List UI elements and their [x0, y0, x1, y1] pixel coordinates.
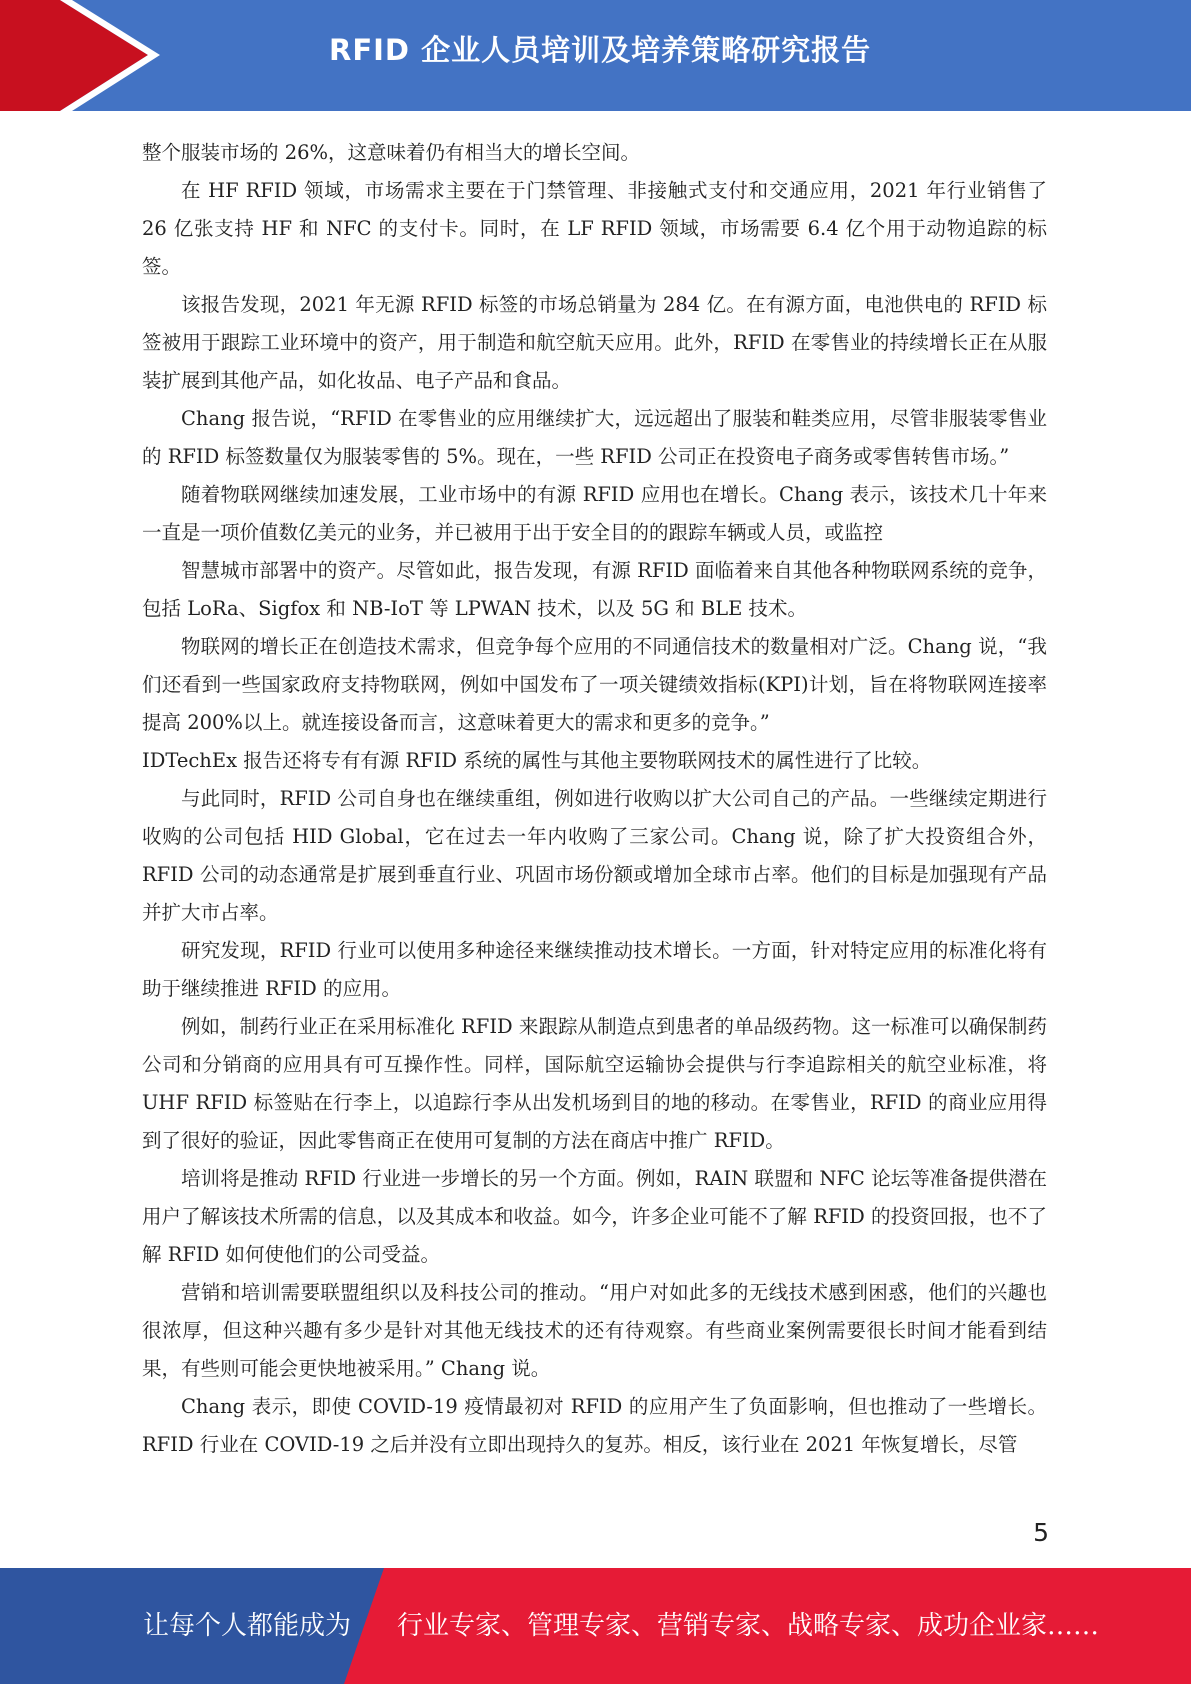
paragraph: Chang 报告说，“RFID 在零售业的应用继续扩大，远远超出了服装和鞋类应用，尽管非服装零售业的 RFID 标签数量仅为服装零售的 5%。现在，一些 RFID 公司正在投资电子商务或零售转售市场。”: [142, 407, 1047, 468]
page-number: 5: [1033, 1518, 1049, 1547]
paragraph: 例如，制药行业正在采用标准化 RFID 来跟踪从制造点到患者的单品级药物。这一标准可以确保制药公司和分销商的应用具有可互操作性。同样，国际航空运输协会提供与行李追踪相关的航空业标准，将 UHF RFID 标签贴在行李上，以追踪行李从出发机场到目的地的移动。在零售业，RFID 的商业应用得到了很好的验证，因此零售商正在使用可复制的方法在商店中推广 RFID。: [142, 1015, 1047, 1152]
page-footer: [0, 1568, 1191, 1684]
paragraph: Chang 表示，即使 COVID-19 疫情最初对 RFID 的应用产生了负面影响，但也推动了一些增长。RFID 行业在 COVID-19 之后并没有立即出现持久的复苏。相反，该行业在 2021 年恢复增长，尽管: [142, 1395, 1047, 1456]
report-title: RFID 企业人员培训及培养策略研究报告: [329, 33, 872, 67]
document-body: [142, 134, 1047, 1464]
paragraph: IDTechEx 报告还将专有有源 RFID 系统的属性与其他主要物联网技术的属性进行了比较。: [142, 749, 932, 772]
paragraph: 物联网的增长正在创造技术需求，但竞争每个应用的不同通信技术的数量相对广泛。Chang 说，“我们还看到一些国家政府支持物联网，例如中国发布了一项关键绩效指标(KPI)计划，旨在将物联网连接率提高 200%以上。就连接设备而言，这意味着更大的需求和更多的竞争。”: [142, 635, 1047, 734]
footer-slogan-right: 行业专家、管理专家、营销专家、战略专家、成功企业家……: [397, 1611, 1100, 1641]
paragraph: 营销和培训需要联盟组织以及科技公司的推动。“用户对如此多的无线技术感到困惑，他们的兴趣也很浓厚，但这种兴趣有多少是针对其他无线技术的还有待观察。有些商业案例需要很长时间才能看到结果，有些则可能会更快地被采用。” Chang 说。: [142, 1281, 1047, 1380]
paragraph: 培训将是推动 RFID 行业进一步增长的另一个方面。例如，RAIN 联盟和 NFC 论坛等准备提供潜在用户了解该技术所需的信息，以及其成本和收益。如今，许多企业可能不了解 RFID 的投资回报，也不了解 RFID 如何使他们的公司受益。: [142, 1167, 1047, 1266]
footer-slogan-left: 让每个人都能成为: [143, 1611, 352, 1641]
paragraph: 研究发现，RFID 行业可以使用多种途径来继续推动技术增长。一方面，针对特定应用的标准化将有助于继续推进 RFID 的应用。: [142, 939, 1047, 1000]
paragraph: 整个服装市场的 26%，这意味着仍有相当大的增长空间。: [142, 141, 641, 164]
paragraph: 在 HF RFID 领域，市场需求主要在于门禁管理、非接触式支付和交通应用，2021 年行业销售了 26 亿张支持 HF 和 NFC 的支付卡。同时，在 LF RFID 领域，市场需要 6.4 亿个用于动物追踪的标签。: [142, 179, 1047, 278]
paragraph: 与此同时，RFID 公司自身也在继续重组，例如进行收购以扩大公司自己的产品。一些继续定期进行收购的公司包括 HID Global，它在过去一年内收购了三家公司。Chang 说，除了扩大投资组合外，RFID 公司的动态通常是扩展到垂直行业、巩固市场份额或增加全球市占率。他们的目标是加强现有产品并扩大市占率。: [142, 787, 1047, 924]
paragraph: 随着物联网继续加速发展，工业市场中的有源 RFID 应用也在增长。Chang 表示，该技术几十年来一直是一项价值数亿美元的业务，并已被用于出于安全目的的跟踪车辆或人员，或监控: [142, 483, 1047, 544]
paragraph: 该报告发现，2021 年无源 RFID 标签的市场总销量为 284 亿。在有源方面，电池供电的 RFID 标签被用于跟踪工业环境中的资产，用于制造和航空航天应用。此外，RFID 在零售业的持续增长正在从服装扩展到其他产品，如化妆品、电子产品和食品。: [142, 293, 1047, 392]
page-header: [0, 0, 1191, 111]
paragraph: 智慧城市部署中的资产。尽管如此，报告发现，有源 RFID 面临着来自其他各种物联网系统的竞争，包括 LoRa、Sigfox 和 NB-IoT 等 LPWAN 技术，以及 5G 和 BLE 技术。: [142, 559, 1047, 620]
